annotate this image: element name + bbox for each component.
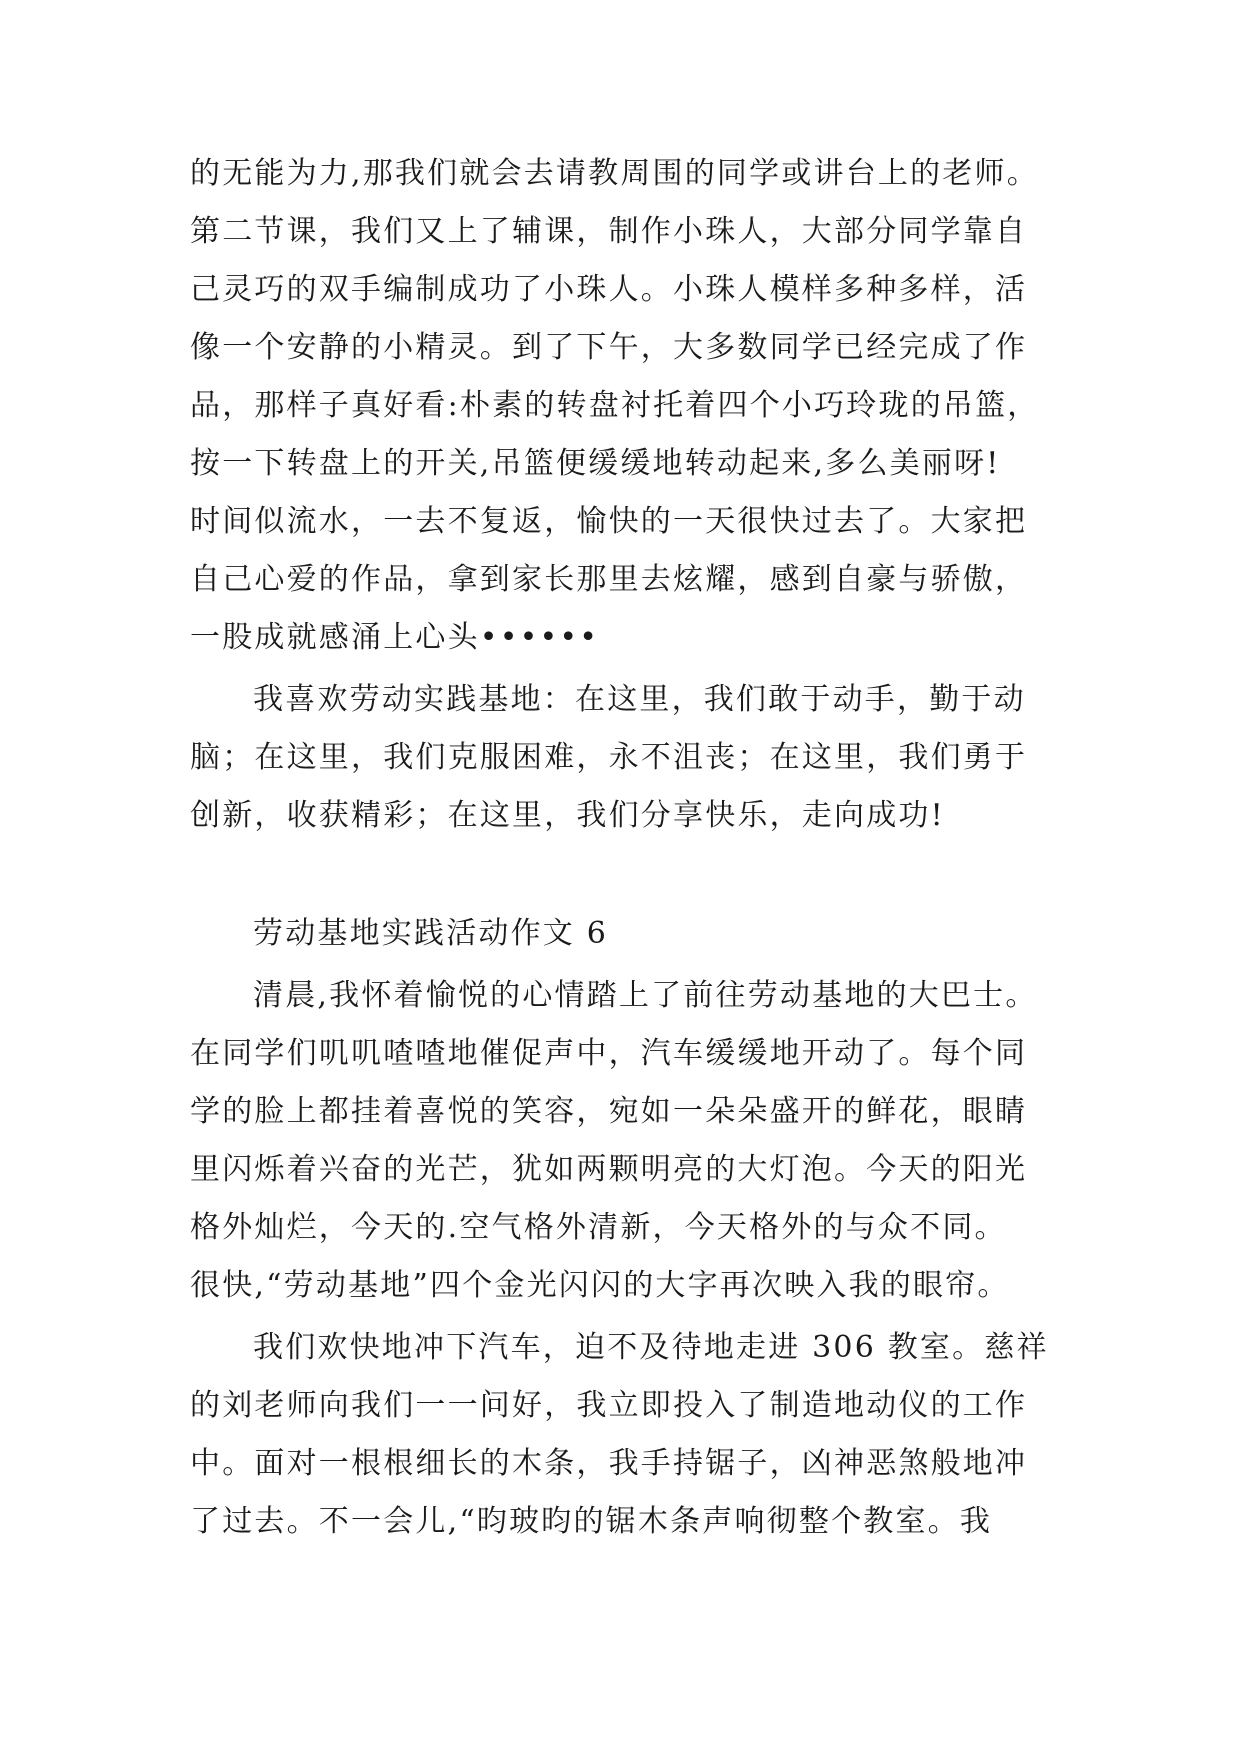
paragraph-first-line: 我喜欢劳动实践基地：在这里，我们敢于动手，勤于动 (253, 682, 1026, 717)
paragraph-first-line: 清晨,我怀着愉悦的心情踏上了前往劳动基地的大巴士。 (253, 978, 1038, 1013)
text-line: 中。面对一根根细长的木条，我手持锯子，凶神恶煞般地冲 (190, 1446, 1028, 1481)
text-line: 里闪烁着兴奋的光芒，犹如两颗明亮的大灯泡。今天的阳光 (190, 1152, 1028, 1187)
text-line: 时间似流水，一去不复返，愉快的一天很快过去了。大家把 (190, 504, 1028, 539)
text-line: 在同学们叽叽喳喳地催促声中，汽车缓缓地开动了。每个同 (190, 1036, 1028, 1071)
text-line: 很快,“劳动基地”四个金光闪闪的大字再次映入我的眼帘。 (190, 1268, 1010, 1303)
text-line: 自己心爱的作品，拿到家长那里去炫耀，感到自豪与骄傲， (190, 562, 1028, 597)
text-line: 像一个安静的小精灵。到了下午，大多数同学已经完成了作 (190, 330, 1028, 365)
text-line: 创新，收获精彩；在这里，我们分享快乐，走向成功! (190, 798, 945, 833)
text-line: 第二节课，我们又上了辅课，制作小珠人，大部分同学靠自 (190, 214, 1028, 249)
text-line: 脑；在这里，我们克服困难，永不沮丧；在这里，我们勇于 (190, 740, 1028, 775)
text-line: 的刘老师向我们一一问好，我立即投入了制造地动仪的工作 (190, 1388, 1028, 1423)
text-line: 一股成就感涌上心头•••••• (190, 620, 600, 655)
text-line: 己灵巧的双手编制成功了小珠人。小珠人模样多种多样，活 (190, 272, 1028, 307)
text-line: 学的脸上都挂着喜悦的笑容，宛如一朵朵盛开的鲜花，眼睛 (190, 1094, 1028, 1129)
text-line: 品，那样子真好看:朴素的转盘衬托着四个小巧玲珑的吊篮， (190, 388, 1040, 423)
text-line: 了过去。不一会儿,“昀玻昀的锯木条声响彻整个教室。我 (190, 1504, 993, 1539)
essay-title: 劳动基地实践活动作文 6 (253, 916, 609, 951)
text-line: 格外灿烂，今天的.空气格外清新，今天格外的与众不同。 (190, 1210, 1007, 1245)
text-line: 的无能为力,那我们就会去请教周围的同学或讲台上的老师。 (190, 156, 1039, 191)
paragraph-first-line: 我们欢快地冲下汽车，迫不及待地走进 306 教室。慈祥 (253, 1330, 1049, 1365)
text-line: 按一下转盘上的开关,吊篮便缓缓地转动起来,多么美丽呀! (190, 446, 1001, 481)
